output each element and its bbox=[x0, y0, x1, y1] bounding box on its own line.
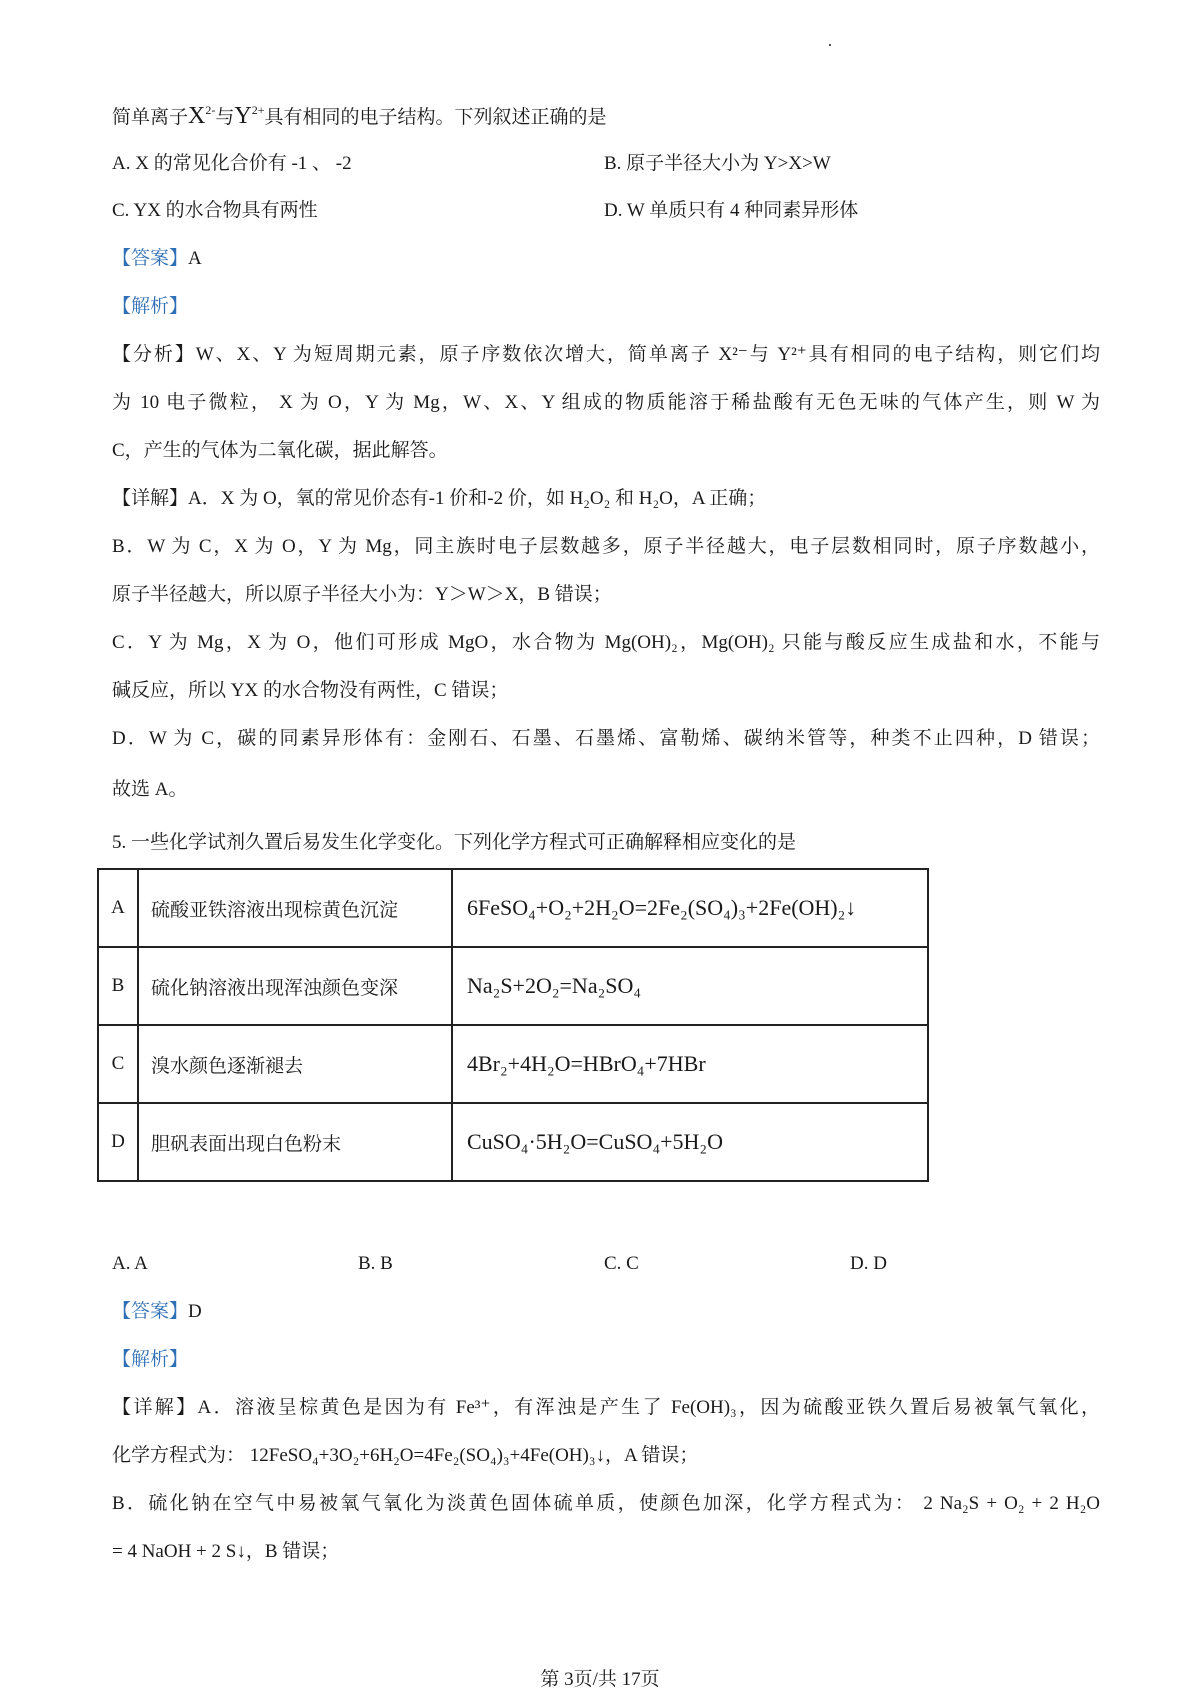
row-equation: 6FeSO₄+O₂+2H₂O=2Fe₂(SO₄)₃+2Fe(OH)₂↓ bbox=[452, 869, 928, 947]
q4-detail-a bbox=[112, 487, 766, 511]
q5-option-a: A. A bbox=[112, 1253, 148, 1274]
q5-table bbox=[97, 868, 929, 1182]
q5-detail-b2: = 4 NaOH + 2 S↓，B 错误； bbox=[112, 1541, 340, 1562]
q5-detail-b1 bbox=[112, 1492, 1100, 1516]
ion-x-symbol: X bbox=[188, 103, 206, 129]
ion-y bbox=[234, 103, 264, 129]
fenxi-label: 【分析】 bbox=[112, 344, 196, 365]
row-phenomenon: 胆矾表面出现白色粉末 bbox=[138, 1103, 452, 1181]
q5-analysis-label: 【解析】 bbox=[112, 1349, 189, 1370]
row-label: D bbox=[98, 1103, 138, 1181]
q4-option-a: A. X 的常见化合价有 -1 、 -2 bbox=[112, 153, 352, 174]
page-footer: 第 3页/共 17页 bbox=[540, 1669, 660, 1690]
q4-fenxi-line1 bbox=[112, 343, 1100, 367]
row-phenomenon: 硫化钠溶液出现浑浊颜色变深 bbox=[138, 947, 452, 1025]
ion-y-symbol: Y bbox=[234, 103, 252, 129]
q5-answer bbox=[112, 1300, 202, 1324]
q4-stem-mid: 与 bbox=[215, 107, 235, 128]
row-equation: 4Br₂+4H₂O=HBrO₄+7HBr bbox=[452, 1025, 928, 1103]
answer-value: D bbox=[188, 1301, 202, 1322]
fenxi-text-1: W、X、Y 为短周期元素，原子序数依次增大，简单离子 X²⁻与 Y²⁺具有相同的电子结构，则它们均 bbox=[195, 344, 1100, 365]
row-equation: CuSO₄·5H₂O=CuSO₄+5H₂O bbox=[452, 1103, 928, 1181]
detail-a-text: A．X 为 O，氧的常见价态有-1 价和-2 价，如 H₂O₂ 和 H₂O，A 正确； bbox=[188, 488, 767, 509]
q4-option-c: C. YX 的水合物具有两性 bbox=[112, 200, 318, 221]
row-phenomenon: 溴水颜色逐渐褪去 bbox=[138, 1025, 452, 1103]
q5-detail-a1 bbox=[112, 1396, 1100, 1420]
q4-option-d: D. W 单质只有 4 种同素异形体 bbox=[604, 200, 859, 221]
table-row bbox=[98, 1103, 928, 1181]
scan-dot bbox=[829, 44, 831, 46]
q5-stem: 5. 一些化学试剂久置后易发生化学变化。下列化学方程式可正确解释相应变化的是 bbox=[112, 832, 797, 853]
q4-stem-post: 具有相同的电子结构。下列叙述正确的是 bbox=[264, 107, 607, 128]
fenxi-text-2: 为 10 电子微粒， X 为 O，Y 为 Mg，W、X、Y 组成的物质能溶于稀盐酸有无色无味的气体产生，则 W 为 bbox=[112, 392, 1100, 413]
q4-stem-pre: 简单离子 bbox=[112, 107, 189, 128]
q4-answer bbox=[112, 247, 202, 271]
detail-c1-text: C．Y 为 Mg，X 为 O，他们可形成 MgO，水合物为 Mg(OH)₂，Mg(OH)₂ 只能与酸反应生成盐和水，不能与 bbox=[112, 632, 1100, 653]
q4-detail-c1 bbox=[112, 631, 1100, 655]
q5-option-c: C. C bbox=[604, 1253, 639, 1274]
xiangjie-label: 【详解】 bbox=[112, 488, 189, 509]
q4-conclusion: 故选 A。 bbox=[112, 779, 188, 800]
q4-fenxi-line2 bbox=[112, 391, 1100, 415]
row-equation: Na₂S+2O₂=Na₂SO₄ bbox=[452, 947, 928, 1025]
q4-fenxi-line3: C，产生的气体为二氧化碳，据此解答。 bbox=[112, 440, 448, 461]
q4-detail-d bbox=[112, 727, 1100, 751]
row-label: B bbox=[98, 947, 138, 1025]
q5-detail-a2: 化学方程式为： 12FeSO₄+3O₂+6H₂O=4Fe₂(SO₄)₃+4Fe(OH)₃↓，A 错误； bbox=[112, 1445, 699, 1466]
q4-stem bbox=[112, 104, 607, 130]
ion-y-charge: 2+ bbox=[251, 103, 265, 117]
q5-option-b: B. B bbox=[358, 1253, 393, 1274]
q4-detail-b2: 原子半径越大，所以原子半径大小为：Y＞W＞X，B 错误； bbox=[112, 584, 612, 605]
detail-b1-text: B．W 为 C，X 为 O，Y 为 Mg，同主族时电子层数越多，原子半径越大，电子层数相同时，原子序数越小， bbox=[112, 536, 1100, 557]
row-label: A bbox=[98, 869, 138, 947]
q5-option-d: D. D bbox=[850, 1253, 887, 1274]
table-row bbox=[98, 869, 928, 947]
ion-x bbox=[188, 103, 215, 129]
detail-a1-text: A．溶液呈棕黄色是因为有 Fe³⁺，有浑浊是产生了 Fe(OH)₃，因为硫酸亚铁久置后易被氧气氧化， bbox=[197, 1397, 1100, 1418]
answer-label: 【答案】 bbox=[112, 1301, 189, 1322]
detail-b1-text: B．硫化钠在空气中易被氧气氧化为淡黄色固体硫单质，使颜色加深，化学方程式为： 2 Na₂S + O₂ + 2 H₂O bbox=[112, 1493, 1100, 1514]
q4-analysis-label: 【解析】 bbox=[112, 296, 189, 317]
table-row bbox=[98, 947, 928, 1025]
ion-x-charge: 2- bbox=[205, 103, 216, 117]
row-phenomenon: 硫酸亚铁溶液出现棕黄色沉淀 bbox=[138, 869, 452, 947]
q4-detail-b1 bbox=[112, 535, 1100, 559]
detail-d-text: D．W 为 C，碳的同素异形体有：金刚石、石墨、石墨烯、富勒烯、碳纳米管等，种类不止四种，D 错误； bbox=[112, 728, 1100, 749]
xiangjie-label: 【详解】 bbox=[112, 1397, 198, 1418]
answer-label: 【答案】 bbox=[112, 248, 189, 269]
q4-option-b: B. 原子半径大小为 Y>X>W bbox=[604, 153, 831, 174]
row-label: C bbox=[98, 1025, 138, 1103]
q4-detail-c2: 碱反应，所以 YX 的水合物没有两性，C 错误； bbox=[112, 680, 509, 701]
answer-value: A bbox=[188, 248, 202, 269]
table-row bbox=[98, 1025, 928, 1103]
